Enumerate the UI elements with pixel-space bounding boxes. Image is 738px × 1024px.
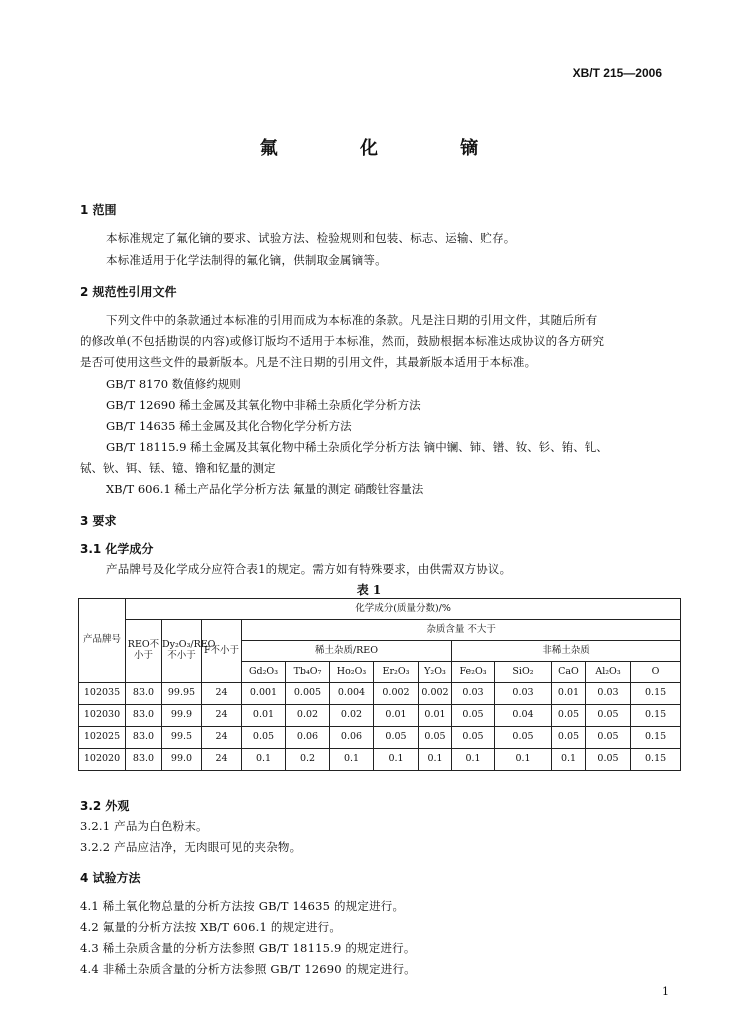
table-cell: 99.0 <box>162 749 202 771</box>
table-cell: 102025 <box>79 727 126 749</box>
section-3-2-1: 3.2.1 产品为白色粉末。 <box>80 819 208 833</box>
table-cell: 0.005 <box>286 683 330 705</box>
table-cell: 0.002 <box>419 683 452 705</box>
table-header-row-1 <box>79 599 681 620</box>
table-cell: 102030 <box>79 705 126 727</box>
table-cell: 0.06 <box>330 727 374 749</box>
header-product-brand: 产品牌号 <box>79 599 126 683</box>
table-header-row-2 <box>79 620 681 641</box>
table-cell: 0.05 <box>586 705 631 727</box>
reference-gb-t-8170: GB/T 8170 数值修约规则 <box>106 377 241 391</box>
table-cell: 0.15 <box>631 683 681 705</box>
table-cell: 0.01 <box>242 705 286 727</box>
section-2-line-2: 的修改单(不包括勘误的内容)或修订版均不适用于本标准，然而，鼓励根据本标准达成协议的各方研究 <box>80 334 605 348</box>
table-cell: 0.02 <box>286 705 330 727</box>
table-cell: 0.01 <box>552 683 586 705</box>
table-caption: 表 1 <box>356 583 382 597</box>
section-2-line-3: 是否可使用这些文件的最新版本。凡是不注日期的引用文件，其最新版本适用于本标准。 <box>80 355 537 369</box>
section-4-3: 4.3 稀土杂质含量的分析方法参照 GB/T 18115.9 的规定进行。 <box>80 941 416 955</box>
table-cell: 0.1 <box>330 749 374 771</box>
header-impurity-content: 杂质含量 不大于 <box>242 620 681 641</box>
table-cell: 83.0 <box>126 683 162 705</box>
table-cell: 24 <box>202 727 242 749</box>
table-cell: 0.1 <box>419 749 452 771</box>
table-row <box>79 749 681 771</box>
table-cell: 0.03 <box>452 683 495 705</box>
section-2-line-1: 下列文件中的条款通过本标准的引用而成为本标准的条款。凡是注日期的引用文件，其随后所有 <box>106 313 598 327</box>
table-cell: 0.002 <box>374 683 419 705</box>
section-4-2: 4.2 氟量的分析方法按 XB/T 606.1 的规定进行。 <box>80 920 342 934</box>
table-cell: 0.1 <box>374 749 419 771</box>
header-rare-earth-impurity: 稀土杂质/REO <box>242 641 452 662</box>
table-row <box>79 705 681 727</box>
header-ho2o3: Ho₂O₃ <box>330 662 374 683</box>
table-row <box>79 727 681 749</box>
header-er2o3: Er₂O₃ <box>374 662 419 683</box>
table-cell: 0.05 <box>452 727 495 749</box>
table-cell: 0.05 <box>242 727 286 749</box>
table-cell: 0.1 <box>242 749 286 771</box>
table-row <box>79 683 681 705</box>
table-cell: 0.001 <box>242 683 286 705</box>
section-4-heading: 4 试验方法 <box>80 871 141 885</box>
reference-gb-t-12690: GB/T 12690 稀土金属及其氧化物中非稀土杂质化学分析方法 <box>106 398 421 412</box>
section-4-4: 4.4 非稀土杂质含量的分析方法参照 GB/T 12690 的规定进行。 <box>80 962 416 976</box>
table-cell: 83.0 <box>126 705 162 727</box>
reference-gb-t-18115-9: GB/T 18115.9 稀土金属及其氧化物中稀土杂质化学分析方法 镝中镧、铈、镨、钕、钐、铕、钆、 <box>106 440 608 454</box>
reference-gb-t-14635: GB/T 14635 稀土金属及其化合物化学分析方法 <box>106 419 352 433</box>
table-cell: 0.1 <box>495 749 552 771</box>
table-cell: 24 <box>202 705 242 727</box>
standard-number: XB/T 215—2006 <box>572 66 662 80</box>
table-cell: 0.05 <box>552 705 586 727</box>
table-cell: 0.05 <box>495 727 552 749</box>
section-3-2-heading: 3.2 外观 <box>80 799 130 813</box>
table-cell: 0.2 <box>286 749 330 771</box>
table-cell: 0.01 <box>374 705 419 727</box>
table-cell: 102020 <box>79 749 126 771</box>
table-cell: 0.05 <box>586 749 631 771</box>
table-cell: 0.02 <box>330 705 374 727</box>
header-chemical-composition: 化学成分(质量分数)/% <box>126 599 681 620</box>
header-o: O <box>631 662 681 683</box>
table-cell: 99.5 <box>162 727 202 749</box>
table-cell: 0.1 <box>552 749 586 771</box>
section-1-paragraph-1: 本标准规定了氟化镝的要求、试验方法、检验规则和包装、标志、运输、贮存。 <box>106 231 516 245</box>
header-tb4o7: Tb₄O₇ <box>286 662 330 683</box>
section-3-heading: 3 要求 <box>80 514 117 528</box>
table-cell: 99.9 <box>162 705 202 727</box>
table-cell: 0.15 <box>631 749 681 771</box>
header-y2o3: Y₂O₃ <box>419 662 452 683</box>
table-cell: 99.95 <box>162 683 202 705</box>
table-cell: 0.05 <box>452 705 495 727</box>
header-gd2o3: Gd₂O₃ <box>242 662 286 683</box>
header-reo: REO不小于 <box>126 620 162 683</box>
header-fe2o3: Fe₂O₃ <box>452 662 495 683</box>
table-cell: 83.0 <box>126 727 162 749</box>
table-cell: 0.004 <box>330 683 374 705</box>
table-cell: 0.06 <box>286 727 330 749</box>
section-1-heading: 1 范围 <box>80 203 117 217</box>
table-cell: 0.05 <box>374 727 419 749</box>
header-f: F不小于 <box>202 620 242 683</box>
table-cell: 0.05 <box>586 727 631 749</box>
section-2-heading: 2 规范性引用文件 <box>80 285 177 299</box>
table-cell: 0.1 <box>452 749 495 771</box>
chemical-composition-table <box>78 598 681 771</box>
table-cell: 0.01 <box>419 705 452 727</box>
section-3-1-heading: 3.1 化学成分 <box>80 542 154 556</box>
header-cao: CaO <box>552 662 586 683</box>
section-3-1-paragraph: 产品牌号及化学成分应符合表1的规定。需方如有特殊要求，由供需双方协议。 <box>106 562 512 576</box>
table-cell: 24 <box>202 683 242 705</box>
header-non-rare-earth-impurity: 非稀土杂质 <box>452 641 681 662</box>
table-cell: 0.05 <box>419 727 452 749</box>
document-title: 氟 化 镝 <box>259 138 517 159</box>
section-4-1: 4.1 稀土氧化物总量的分析方法按 GB/T 14635 的规定进行。 <box>80 899 405 913</box>
reference-xb-t-606-1: XB/T 606.1 稀土产品化学分析方法 氟量的测定 硝酸钍容量法 <box>106 482 424 496</box>
table-cell: 0.03 <box>495 683 552 705</box>
table-cell: 0.15 <box>631 727 681 749</box>
table-cell: 0.04 <box>495 705 552 727</box>
table-cell: 0.03 <box>586 683 631 705</box>
header-al2o3: Al₂O₃ <box>586 662 631 683</box>
table-cell: 24 <box>202 749 242 771</box>
table-cell: 0.05 <box>552 727 586 749</box>
section-1-paragraph-2: 本标准适用于化学法制得的氟化镝，供制取金属镝等。 <box>106 253 387 267</box>
table-cell: 83.0 <box>126 749 162 771</box>
page-number: 1 <box>662 985 669 998</box>
section-3-2-2: 3.2.2 产品应洁净，无肉眼可见的夹杂物。 <box>80 840 302 854</box>
table-cell: 102035 <box>79 683 126 705</box>
header-dy2o3-reo: Dy₂O₃/REO不小于 <box>162 620 202 683</box>
header-sio2: SiO₂ <box>495 662 552 683</box>
reference-gb-t-18115-9-cont: 铽、钬、铒、铥、镱、镥和钇量的测定 <box>80 461 276 475</box>
table-cell: 0.15 <box>631 705 681 727</box>
